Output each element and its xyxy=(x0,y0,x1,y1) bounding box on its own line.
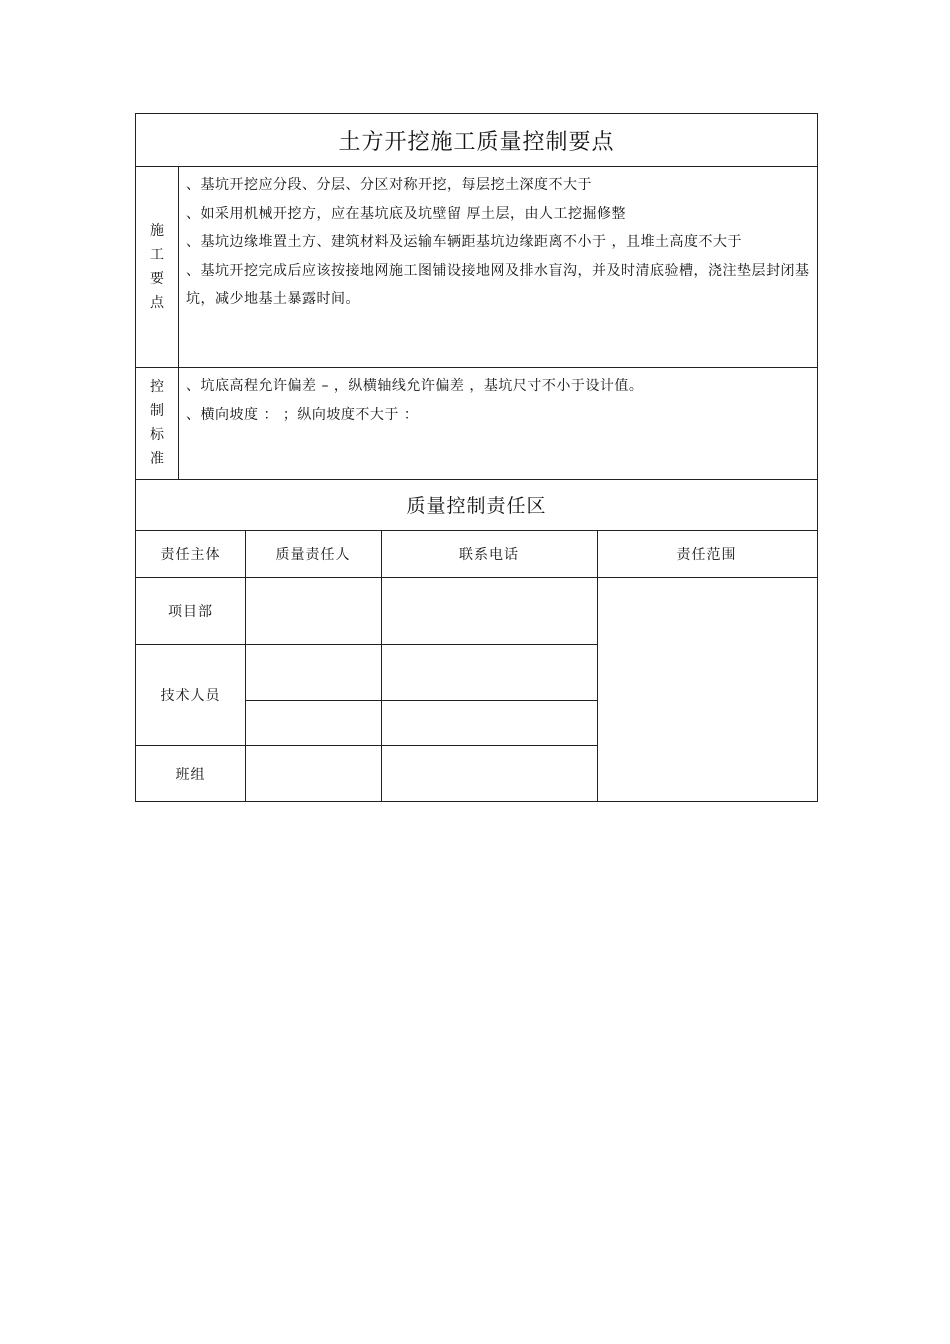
table-row-label: 班组 xyxy=(175,766,206,783)
column-divider xyxy=(597,530,598,802)
label-char: 工 xyxy=(150,246,164,263)
label-char: 标 xyxy=(150,427,164,443)
label-char: 点 xyxy=(150,294,164,311)
list-item: 、坑底高程允许偏差 – ，纵横轴线允许偏差 ，基坑尺寸不小于设计值。 xyxy=(186,378,644,394)
divider xyxy=(136,166,817,167)
label-char: 要 xyxy=(150,270,164,287)
construction-points-list xyxy=(186,171,810,314)
column-divider xyxy=(381,530,382,802)
construction-points-label xyxy=(136,166,178,367)
column-divider xyxy=(245,530,246,802)
table-header: 责任范围 xyxy=(676,546,737,563)
list-item: 、基坑开挖应分段、分层、分区对称开挖，每层挖土深度不大于 xyxy=(186,177,592,193)
quality-control-sheet xyxy=(135,113,818,802)
label-char: 施 xyxy=(150,222,164,239)
control-standards-list xyxy=(186,372,810,429)
table-row-label: 技术人员 xyxy=(160,687,221,704)
table-header: 联系电话 xyxy=(459,546,519,563)
label-column-divider xyxy=(178,166,179,479)
list-item: 、横向坡度 ： ；纵向坡度不大于 ： xyxy=(186,406,419,423)
list-item: 、基坑开挖完成后应该按接地网施工图铺设接地网及排水盲沟，并及时清底验槽，浇注垫层封闭基坑，减少地基土暴露时间。 xyxy=(186,262,810,307)
table-header: 责任主体 xyxy=(160,546,221,563)
responsibility-title: 质量控制责任区 xyxy=(406,495,547,517)
label-char: 制 xyxy=(150,403,164,419)
row-divider xyxy=(136,644,597,645)
list-item: 、如采用机械开挖方，应在基坑底及坑壁留 厚土层，由人工挖掘修整 xyxy=(186,205,626,222)
list-item: 、基坑边缘堆置土方、建筑材料及运输车辆距基坑边缘距离不小于 ，且堆土高度不大于 xyxy=(186,234,742,250)
label-char: 控 xyxy=(150,379,164,395)
table-row-label: 项目部 xyxy=(168,603,213,620)
table-header: 质量责任人 xyxy=(275,546,351,563)
label-char: 准 xyxy=(150,451,164,467)
document-title: 土方开挖施工质量控制要点 xyxy=(338,129,615,155)
divider xyxy=(136,367,817,368)
row-divider xyxy=(245,700,597,701)
control-standards-label xyxy=(136,367,178,479)
row-divider xyxy=(136,745,597,746)
